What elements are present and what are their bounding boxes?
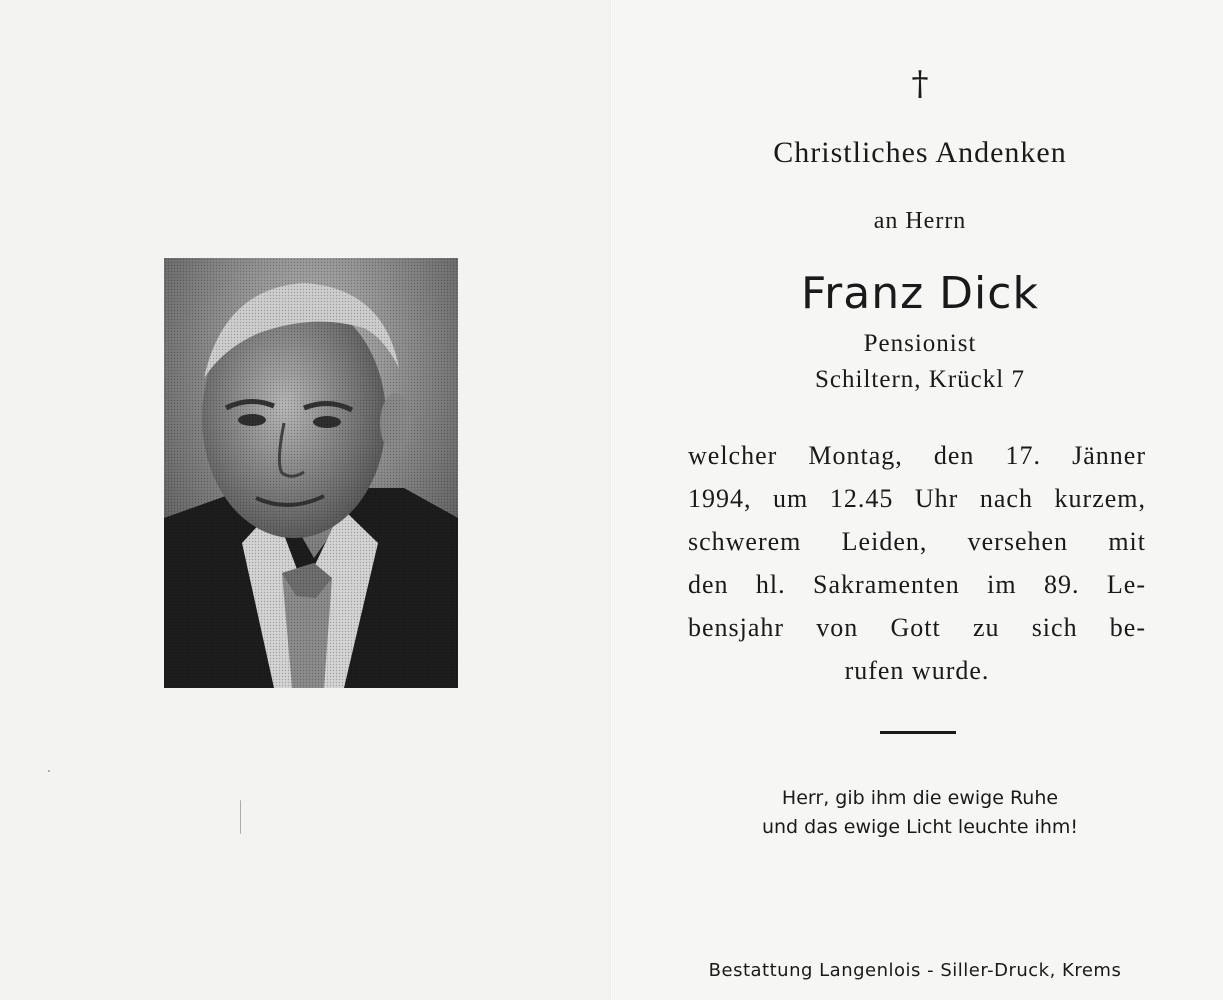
deceased-name: Franz Dick [801, 268, 1039, 319]
prayer-line: und das ewige Licht leuchte ihm! [761, 816, 1079, 838]
portrait-photo [164, 258, 458, 688]
obituary-text [688, 434, 1146, 692]
obituary-line: bensjahr von Gott zu sich be- [688, 613, 1146, 642]
obituary-line: 1994, um 12.45 Uhr nach kurzem, [688, 484, 1146, 513]
card-title: Christliches Andenken [773, 136, 1067, 169]
divider [880, 731, 956, 734]
paper-speck [48, 770, 50, 772]
paper-mark [240, 800, 243, 834]
prayer [700, 784, 1140, 842]
obituary-line: welcher Montag, den 17. Jänner [688, 441, 1146, 470]
prayer-line: Herr, gib ihm die ewige Ruhe [781, 787, 1059, 809]
card-fold [610, 0, 613, 1000]
cross-symbol: † [911, 64, 929, 104]
printer-footer: Bestattung Langenlois - Siller-Druck, Krems [708, 960, 1122, 981]
portrait-photo-icon [164, 258, 458, 688]
obituary-line: schwerem Leiden, versehen mit [688, 527, 1146, 556]
obituary-line: den hl. Sakramenten im 89. Le- [688, 570, 1146, 599]
address: Schiltern, Krückl 7 [815, 366, 1025, 393]
occupation: Pensionist [863, 330, 977, 357]
salutation: an Herrn [873, 208, 967, 234]
obituary-line: rufen wurde. [844, 656, 990, 685]
